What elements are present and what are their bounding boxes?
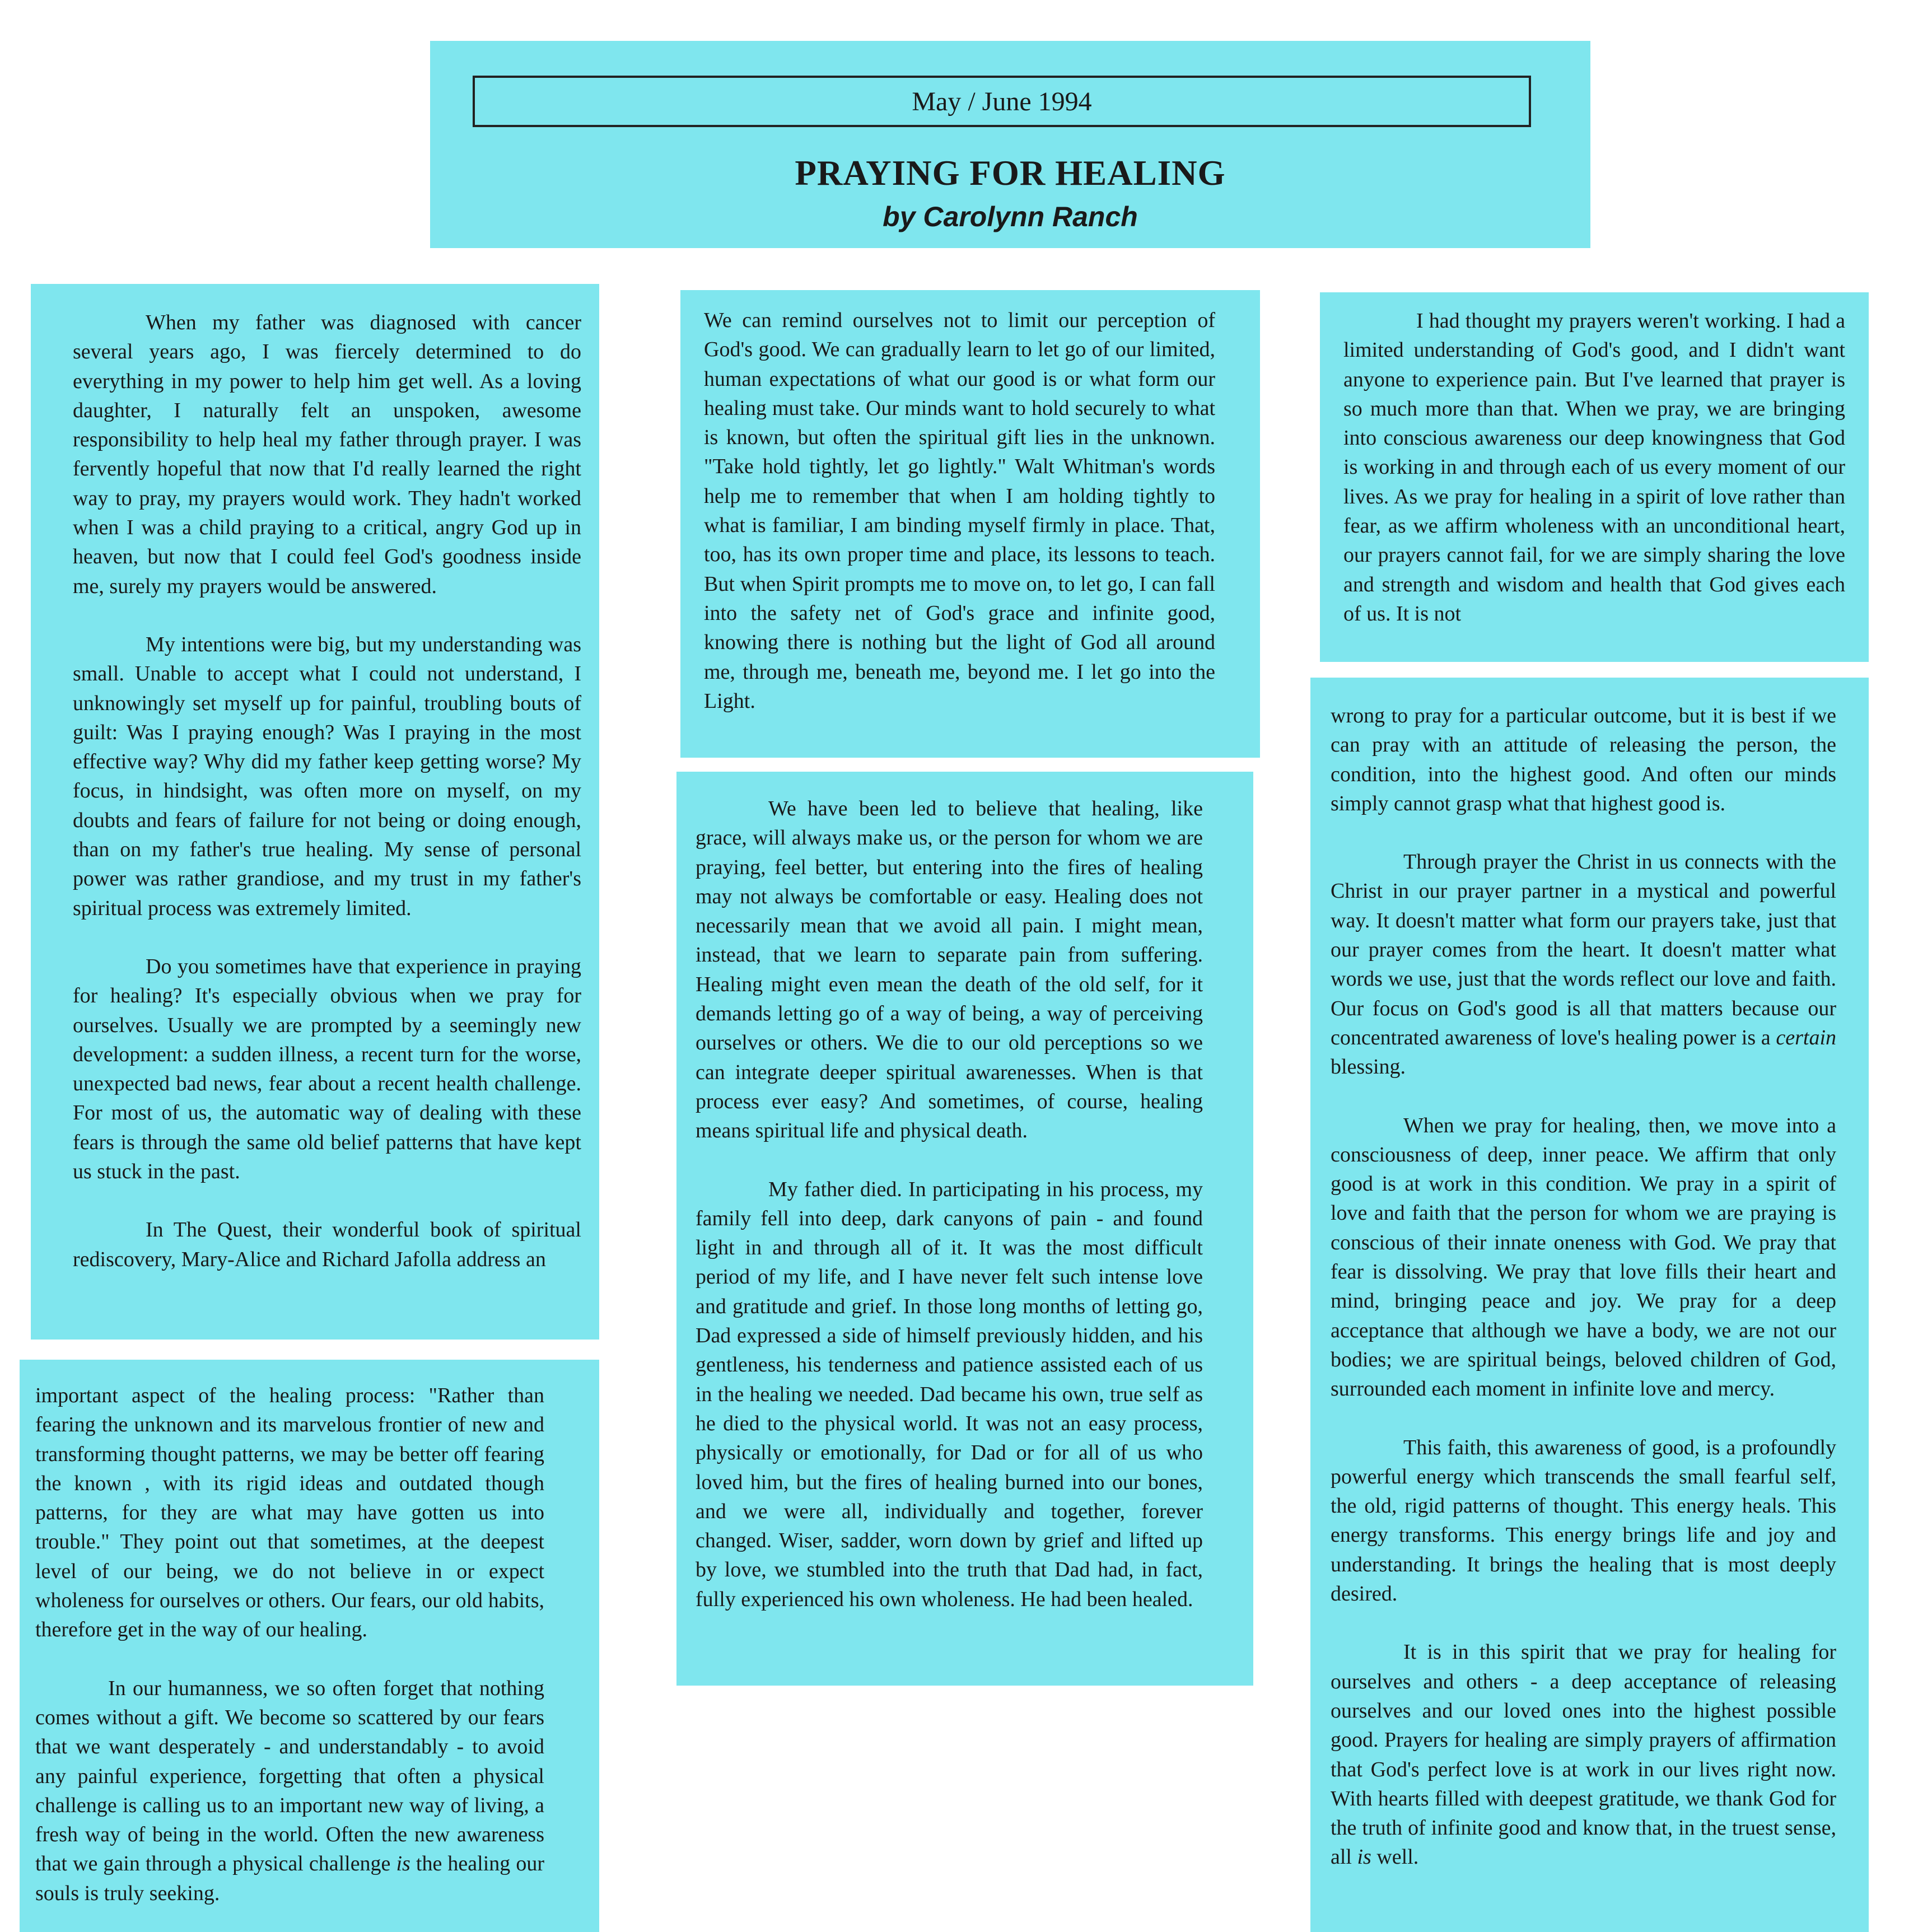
paragraph: It is in this spirit that we pray for healing for ourselves and others - a deep acceptance of releasing ourselves and our loved ones into the highest possible good. Prayers for healing are simply prayers of affirmation that God's perfect love is at work in our lives right now. With hearts filled with deepest gratitude, we thank God for the truth of infinite good and know that, in the truest sense, all is well. <box>1331 1640 1836 1869</box>
paragraph: My father died. In participating in his process, my family fell into deep, dark canyons of pain - and found light in and through all of it. It was the most difficult period of my life, and I have never felt such intense love and gratitude and grief. In those long months of letting go, Dad expressed a side of himself previously hidden, and his gentleness, his tenderness and patience assisted each of us in the healing we needed. Dad became his own, true self as he died to the physical world. It was not an easy process, physically or emotionally, for Dad or for all of us who loved him, but the fires of healing burned into our bones, and we were all, individually and together, forever changed. Wiser, sadder, worn down by grief and lifted up by love, we stumbled into the truth that Dad had, in fact, fully experienced his own wholeness. He had been healed. <box>696 1177 1203 1611</box>
column-1-top <box>31 284 599 1340</box>
paragraph: We have been led to believe that healing, like grace, will always make us, or the person for whom we are praying, feel better, but entering into the fires of healing may not always be comfortable or easy. Healing does not necessarily mean that we avoid all pain. I might mean, instead, that we learn to separate pain from suffering. Healing might even mean the death of the old self, for it demands letting go of a way of being, a way of perceiving ourselves or others. We die to our old perceptions so we can integrate deeper spiritual awarenesses. When is that process ever easy? And sometimes, of course, healing means spiritual life and physical death. <box>696 797 1203 1143</box>
paragraph-continued: important aspect of the healing process: "Rather than fearing the unknown and its marvelous frontier of new and transforming thought patterns, we may be better off fearing the known , with its rigid ideas and outdated though patterns, for they are what may have gotten us into trouble." They point out that sometimes, at the deepest level of our being, we do not believe in or expect wholeness for ourselves or others. Our fears, our old habits, therefore get in the way of our healing. <box>35 1384 544 1642</box>
emphasis: certain <box>1776 1025 1836 1049</box>
column-3-top <box>1320 292 1869 662</box>
paragraph: We can remind ourselves not to limit our perception of God's good. We can gradually learn to let go of our limited, human expectations of what our good is or what form our healing must take. Our minds want to hold securely to what is known, but often the spiritual gift lies in the unknown. "Take hold tightly, let go lightly." Walt Whitman's words help me to remember that when I am holding tightly to what is familiar, I am binding myself firmly in place. That, too, has its own proper time and place, its lessons to teach. But when Spirit prompts me to move on, to let go, I can fall into the safety net of God's grace and infinite good, knowing there is nothing but the light of God all around me, through me, beneath me, beyond me. I let go into the Light. <box>704 309 1215 713</box>
article-header <box>430 41 1590 248</box>
paragraph: When my father was diagnosed with cancer several years ago, I was fiercely determined to do everything in my power to help him get well. As a loving daughter, I naturally felt an unspoken, awesome responsibility to help heal my father through prayer. I was fervently hopeful that now that I'd really learned the right way to pray, my prayers would work. They hadn't worked when I was a child praying to a critical, angry God up in heaven, but now that I could feel God's goodness inside me, surely my prayers would be answered. <box>73 311 581 598</box>
paragraph: This faith, this awareness of good, is a profoundly powerful energy which transcends the small fearful self, the old, rigid patterns of thought. This energy heals. This energy transforms. This energy brings life and joy and understanding. It brings the healing that is most deeply desired. <box>1331 1435 1836 1606</box>
emphasis: is <box>396 1852 410 1876</box>
column-3-bottom <box>1310 678 1869 1932</box>
paragraph: My intentions were big, but my understanding was small. Unable to accept what I could not understand, I unknowingly set myself up for painful, troubling bouts of guilt: Was I praying enough? Was I praying in the most effective way? Why did my father keep getting worse? My focus, in hindsight, was often more on myself, on my doubts and fears of failure for not being or doing enough, than on my father's true healing. My sense of personal power was rather grandiose, and my trust in my father's spiritual process was extremely limited. <box>73 632 581 920</box>
column-1-bottom <box>20 1360 599 1932</box>
article-title: PRAYING FOR HEALING <box>795 153 1226 193</box>
issue-date: May / June 1994 <box>912 86 1092 116</box>
paragraph: Do you sometimes have that experience in praying for healing? It's especially obvious when we pray for ourselves. Usually we are prompted by a seemingly new development: a sudden illness, a recent turn for the worse, unexpected bad news, fear about a recent health challenge. For most of us, the automatic way of dealing with these fears is through the same old belief patterns that have kept us stuck in the past. <box>73 954 581 1184</box>
issue-date-frame <box>473 76 1531 127</box>
paragraph: I had thought my prayers weren't working. I had a limited understanding of God's good, and I didn't want anyone to experience pain. But I've learned that prayer is so much more than that. When we pray, we are bringing into conscious awareness our deep knowingness that God is working in and through each of us every moment of our lives. As we pray for healing in a spirit of love rather than fear, as we affirm wholeness with an unconditional heart, our prayers cannot fail, for we are simply sharing the love and strength and wisdom and health that God gives each of us. It is not <box>1343 309 1845 626</box>
article-byline: by Carolynn Ranch <box>883 201 1138 232</box>
paragraph: When we pray for healing, then, we move into a consciousness of deep, inner peace. We affirm that only good is at work in this condition. We pray in a spirit of love and faith that the person for whom we are praying is conscious of their innate oneness with God. We pray that fear is dissolving. We pray that love fills their heart and mind, bringing peace and joy. We pray for a deep acceptance that although we have a body, we are not our bodies; we are spiritual beings, beloved children of God, surrounded each moment in infinite love and mercy. <box>1331 1113 1836 1401</box>
column-2-bottom <box>676 772 1253 1686</box>
emphasis: is <box>1357 1845 1371 1869</box>
paragraph: In The Quest, their wonderful book of spiritual rediscovery, Mary-Alice and Richard Jafolla address an <box>73 1218 581 1271</box>
paragraph: In our humanness, we so often forget that nothing comes without a gift. We become so scattered by our fears that we want desperately - and understandably - to avoid any painful experience, forgetting that often a physical challenge is calling us to an important new way of living, a fresh way of being in the world. Often the new awareness that we gain through a physical challenge is the healing our souls is truly seeking. <box>35 1676 544 1905</box>
paragraph-continued: wrong to pray for a particular outcome, but it is best if we can pray with an attitude of releasing the person, the condition, into the highest good. And often our minds simply cannot grasp what that highest good is. <box>1331 704 1836 815</box>
paragraph: Through prayer the Christ in us connects with the Christ in our prayer partner in a mystical and powerful way. It doesn't matter what form our prayers take, just that our prayer comes from the heart. It doesn't matter what words we use, just that the words reflect our love and faith. Our focus on God's good is all that matters because our concentrated awareness of love's healing power is a certain blessing. <box>1331 850 1836 1079</box>
column-2-top <box>680 290 1260 758</box>
